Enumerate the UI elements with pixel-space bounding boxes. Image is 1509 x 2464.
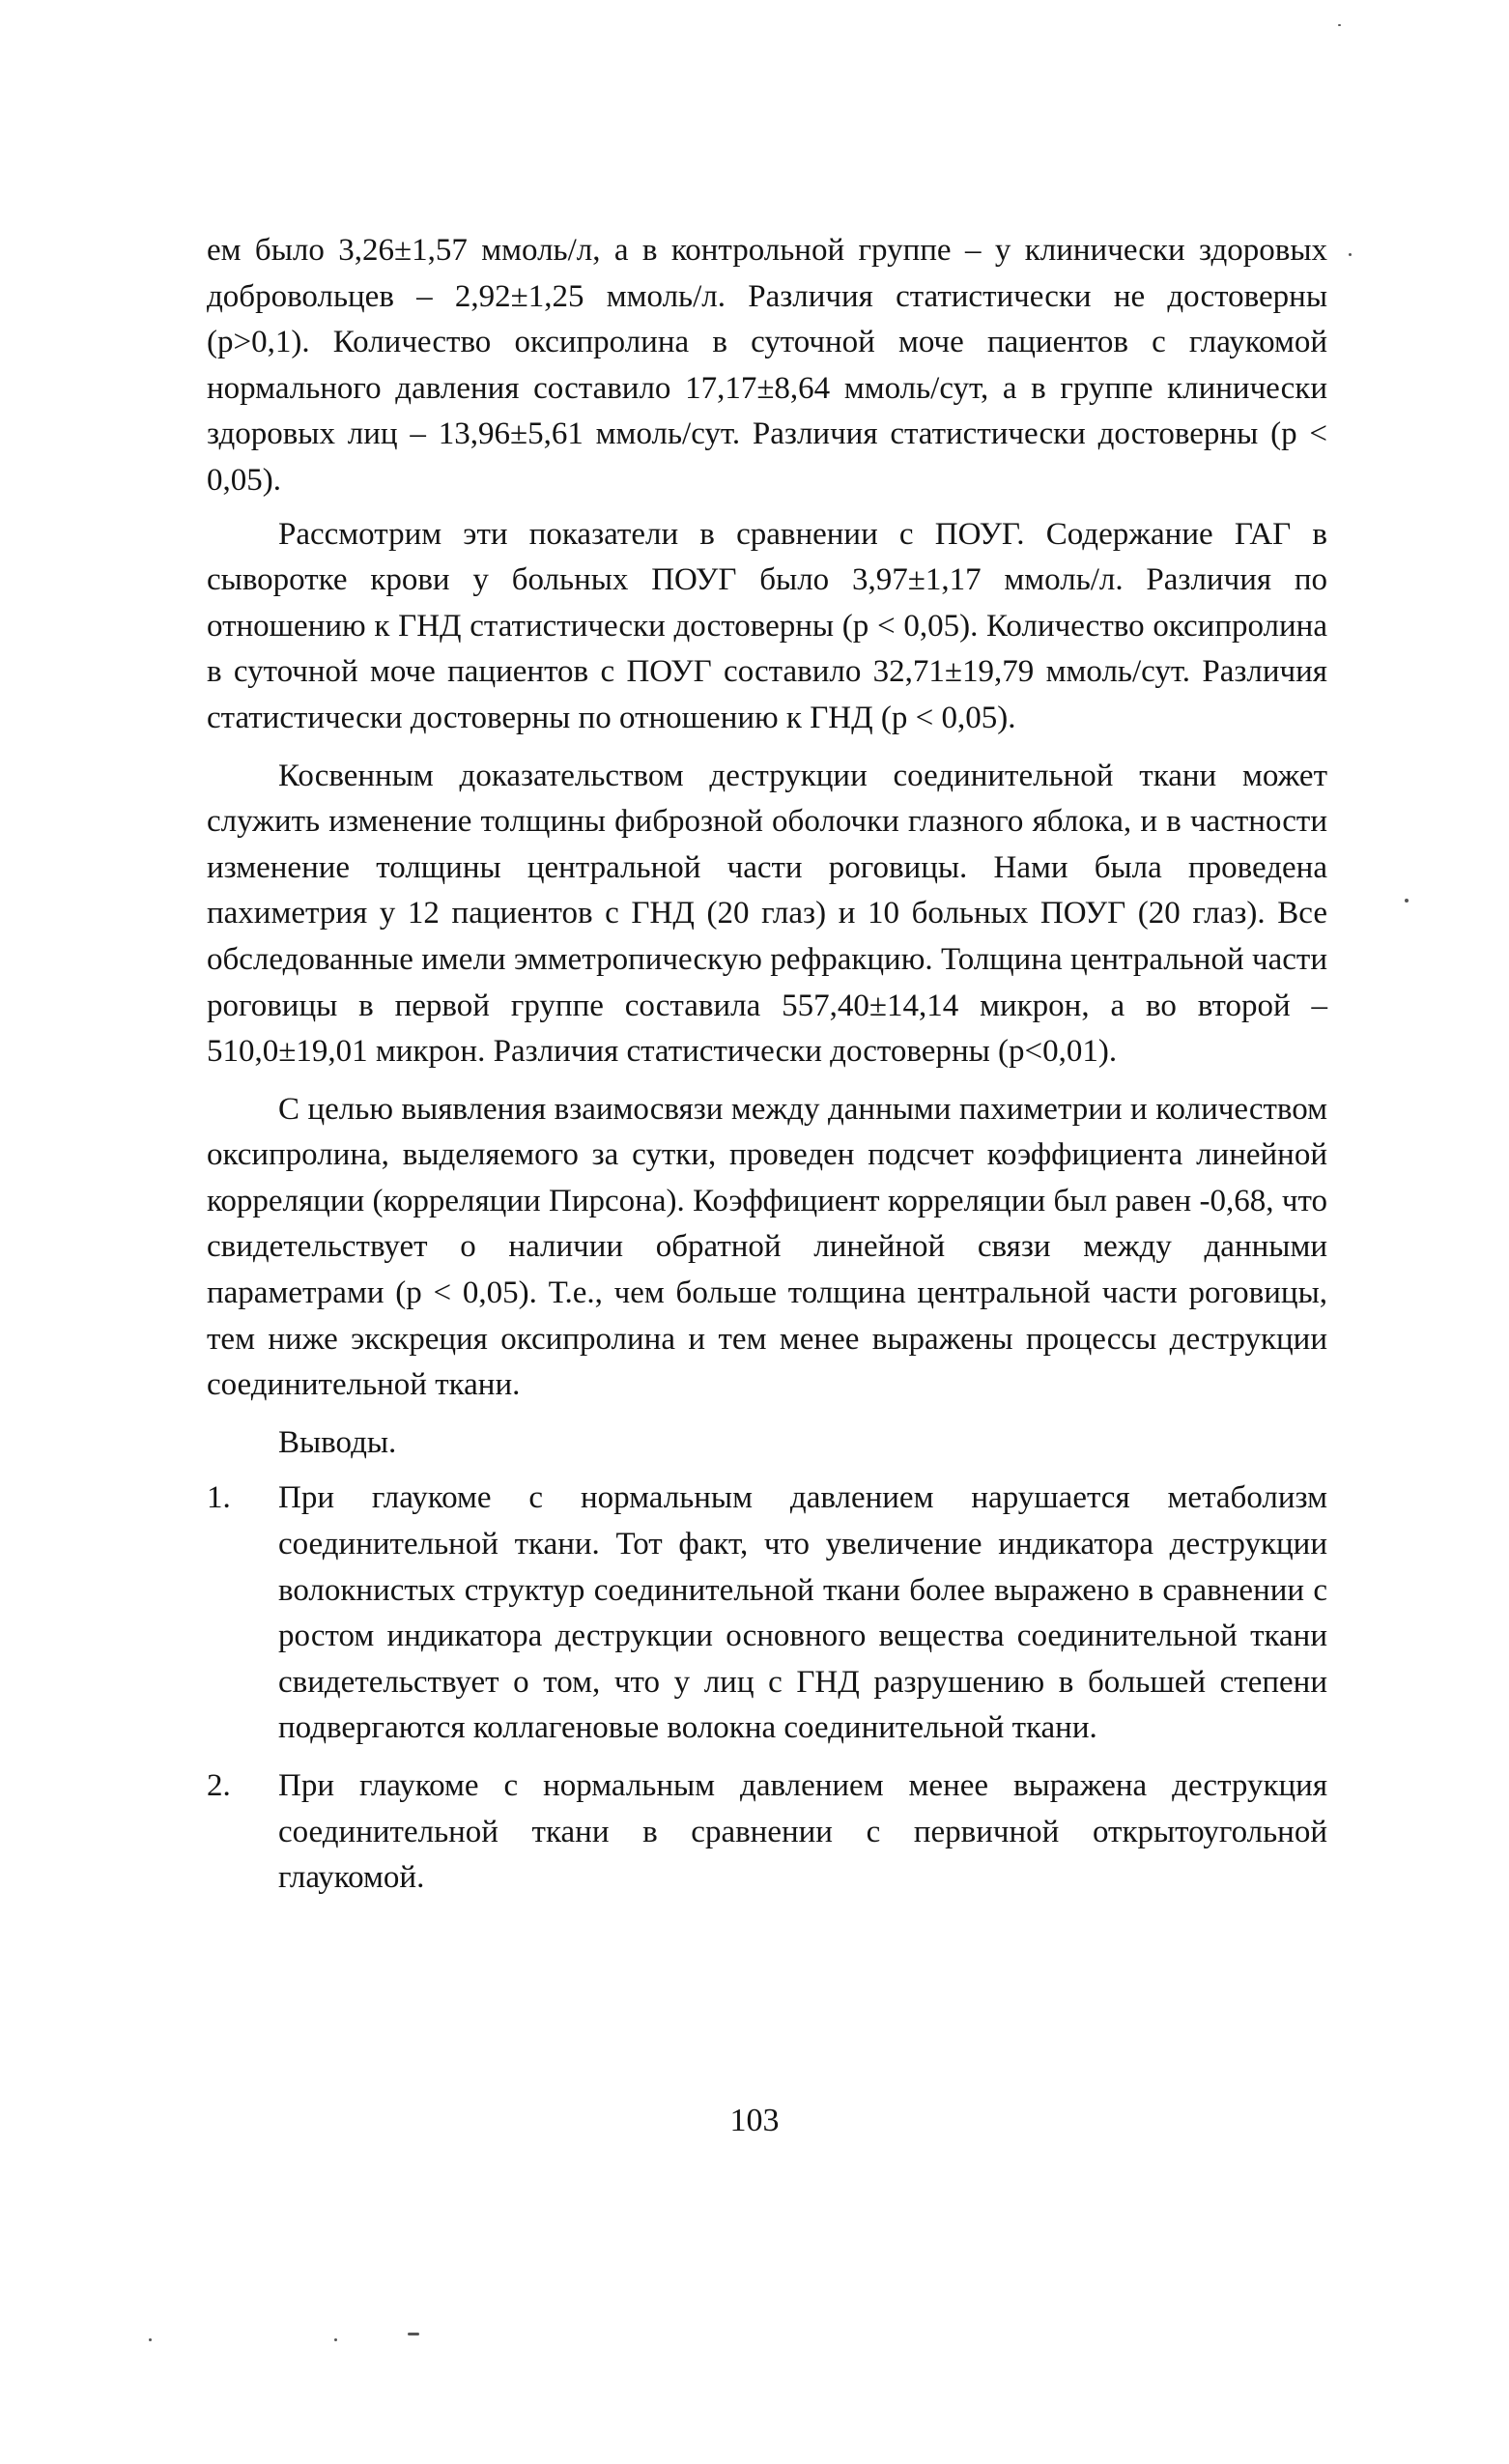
page-number: 103 <box>729 2103 780 2138</box>
scan-speck <box>408 2333 419 2335</box>
paragraph-pachymetry: Косвенным доказательством деструкции соединительной ткани может служить изменение толщины фиброзной оболочки глазного яблока, и в частности изменение толщины центральной части роговицы. Нами была проведена пахиметрия у 12 пациентов с ГНД (20 глаз) и 10 больных ПОУГ (20 глаз). Все обследованные имели эмметропическую рефракцию. Толщина центральной части роговицы в первой группе составила 557,40±14,14 микрон, а во второй – 510,0±19,01 микрон. Различия статистически достоверны (p<0,01). <box>207 758 1327 1070</box>
paragraph-results-gnd: ем было 3,26±1,57 ммоль/л, а в контрольной группе – у клинически здоровых добровольцев – 2,92±1,25 ммоль/л. Различия статистически не достоверны (p>0,1). Количество оксипролина в суточной моче пациентов с глаукомой нормального давления составило 17,17±8,64 ммоль/сут, а в группе клинически здоровых лиц – 13,96±5,61 ммоль/сут. Различия статистически достоверны (p < 0,05). <box>207 233 1327 498</box>
conclusion-text: При глаукоме с нормальным давлением нарушается метаболизм соединительной ткани. Тот факт, что увеличение индикатора деструкции волокнистых структур соединительной ткани более выражено в сравнении с ростом индикатора деструкции основного вещества соединительной ткани свидетельствует о том, что у лиц с ГНД разрушению в большей степени подвергаются коллагеновые волокна соединительной ткани. <box>278 1480 1327 1746</box>
conclusion-text: При глаукоме с нормальным давлением менее выражена деструкция соединительной ткани в сравнении с первичной открытоугольной глаукомой. <box>278 1768 1327 1896</box>
conclusion-item <box>207 1763 1327 1902</box>
conclusion-item <box>207 1476 1327 1752</box>
conclusions-heading: Выводы. <box>278 1424 397 1460</box>
scan-speck <box>334 2338 337 2341</box>
scan-speck <box>1405 899 1409 903</box>
scan-speck <box>1349 253 1352 256</box>
paragraph-comparison-pouag: Рассмотрим эти показатели в сравнении с ПОУГ. Содержание ГАГ в сыворотке крови у больных ПОУГ было 3,97±1,17 ммоль/л. Различия по отношению к ГНД статистически достоверны (p < 0,05). Количество оксипролина в суточной моче пациентов с ПОУГ составило 32,71±19,79 ммоль/сут. Различия статистически достоверны по отношению к ГНД (p < 0,05). <box>207 516 1327 735</box>
conclusion-number: 2. <box>207 1768 231 1803</box>
scan-speck <box>149 2338 152 2341</box>
conclusion-number: 1. <box>207 1480 231 1516</box>
scan-speck <box>1338 24 1341 26</box>
paragraph-correlation: С целью выявления взаимосвязи между данными пахиметрии и количеством оксипролина, выделяемого за сутки, проведен подсчет коэффициента линейной корреляции (корреляции Пирсона). Коэффициент корреляции был равен -0,68, что свидетельствует о наличии обратной линейной связи между данными параметрами (p < 0,05). Т.е., чем больше толщина центральной части роговицы, тем ниже экскреция оксипролина и тем менее выражены процессы деструкции соединительной ткани. <box>207 1091 1327 1403</box>
body-text <box>207 228 1327 1913</box>
conclusions-list <box>207 1476 1327 1901</box>
